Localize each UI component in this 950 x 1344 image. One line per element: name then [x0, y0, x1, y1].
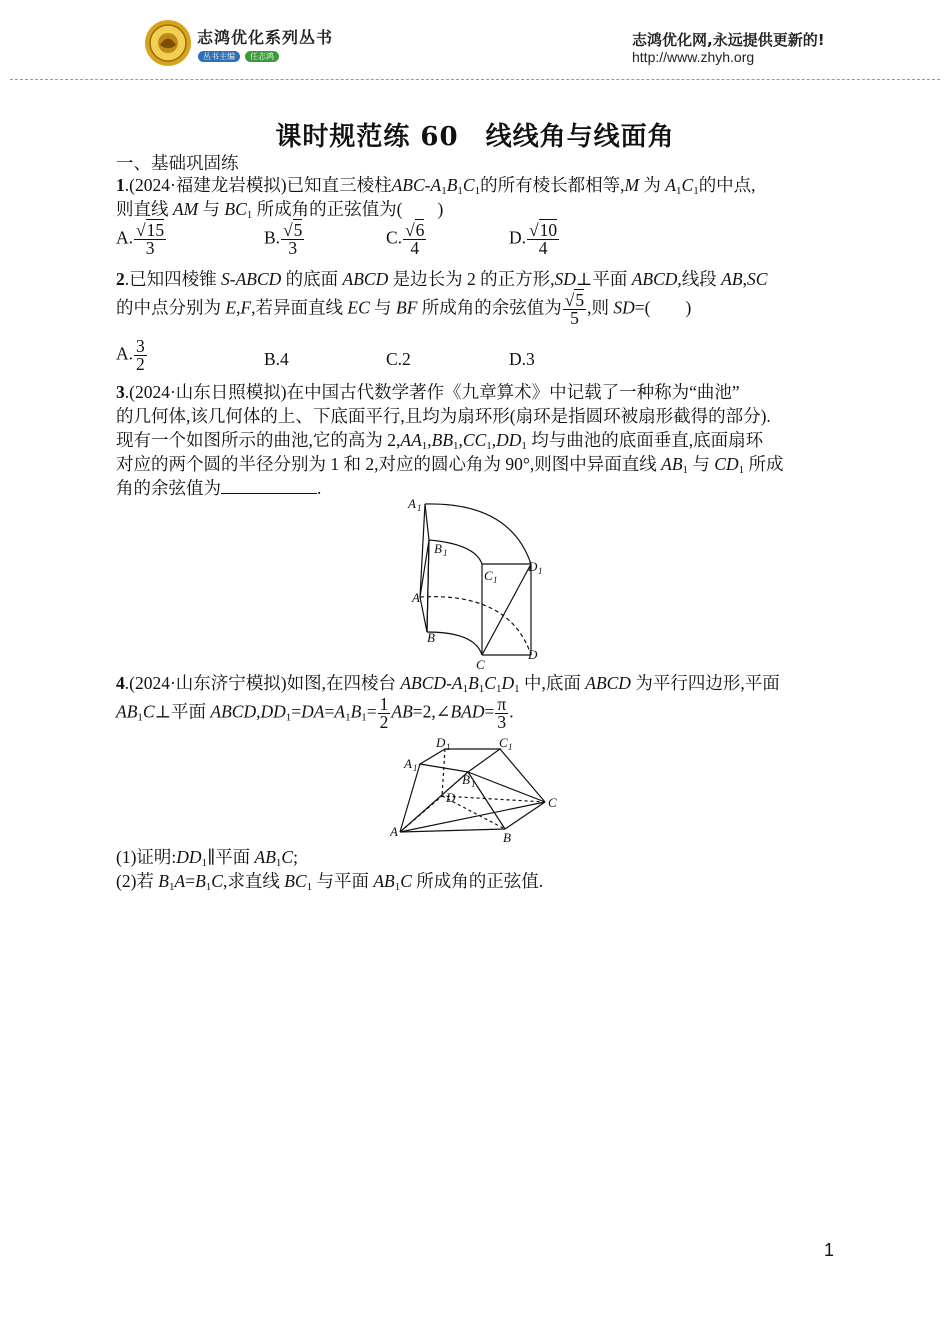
svg-text:1: 1	[417, 503, 422, 513]
q3-line-3: 现有一个如图所示的曲池,它的高为 $2,AA_1,BB_1,CC_1,DD_1$ 均与曲池的底面垂直,底面扇环	[116, 430, 764, 452]
svg-text:1: 1	[413, 763, 418, 773]
q4-line-2: $AB_1C\perp$平面 $ABCD,DD_1=DA=A_1B_1=$ $\frac{1}{2}$ AB=2,∠BAD= $\frac{\pi}{3}$ .	[116, 694, 514, 732]
curved-pool-figure	[400, 492, 560, 672]
svg-text:B: B	[462, 772, 470, 787]
q1-line-1: 1.(2024·福建龙岩模拟)已知直三棱柱ABC-$A_1B_1C_1$的所有棱长都相等,M 为 $A_1C_1$的中点,	[116, 175, 756, 197]
svg-text:B: B	[434, 541, 442, 556]
svg-text:1: 1	[443, 548, 448, 558]
svg-text:D: D	[528, 647, 538, 662]
svg-text:C: C	[548, 795, 557, 810]
svg-text:1: 1	[493, 575, 498, 585]
svg-text:1: 1	[508, 742, 513, 752]
svg-text:D: D	[446, 790, 456, 805]
svg-text:A: A	[390, 824, 398, 839]
header-divider	[10, 79, 940, 80]
q4-line-1: 4.(2024·山东济宁模拟)如图,在四棱台 ABCD-$A_1B_1C_1D_1$ 中,底面 ABCD 为平行四边形,平面	[116, 673, 780, 695]
page-title: 课时规范练 60 线线角与线面角	[275, 122, 675, 152]
svg-text:A: A	[408, 496, 416, 511]
q2-option-c[interactable]: C.2	[386, 349, 411, 369]
website-link[interactable]: http://www.zhyh.org	[632, 49, 755, 65]
svg-text:D: D	[436, 736, 446, 750]
q3-line-4: 对应的两个圆的半径分别为 1 和 2,对应的圆心角为 90°,则图中异面直线 $AB_1$ 与 $CD_1$ 所成	[116, 454, 784, 476]
answer-blank[interactable]	[221, 477, 317, 494]
q1-option-b[interactable]: B. $\frac{√5}{3}$	[264, 220, 303, 258]
q4-part-1: (1)证明$:DD_1\parallel$平面 $AB_1C$;	[116, 847, 298, 869]
q2-line-1: 2.已知四棱锥 S-ABCD 的底面 ABCD 是边长为 2 的正方形,SD⊥平面 ABCD,线段 AB,SC	[116, 269, 768, 289]
svg-text:B: B	[503, 830, 511, 845]
q1-option-d[interactable]: D. $\frac{√10}{4}$	[509, 220, 558, 258]
svg-text:C: C	[484, 568, 493, 583]
svg-text:D: D	[528, 559, 538, 574]
svg-text:C: C	[476, 657, 485, 672]
svg-text:B: B	[427, 630, 435, 645]
q1-line-2: 则直线 AM 与 $BC_1$ 所成角的正弦值为( )	[116, 199, 444, 221]
svg-text:C: C	[499, 736, 508, 750]
editor-name: 任志鸿	[245, 51, 279, 62]
q3-line-5: 角的余弦值为 .	[116, 478, 322, 498]
editor-label: 丛书主编	[198, 51, 240, 62]
q1-option-a[interactable]: A. $\frac{√15}{3}$	[116, 220, 165, 258]
q3-line-1: 3.(2024·山东日照模拟)在中国古代数学著作《九章算术》中记载了一种称为“曲池”	[116, 382, 740, 402]
q2-option-d[interactable]: D.3	[509, 349, 535, 369]
svg-text:1: 1	[538, 566, 543, 576]
series-logo-icon	[143, 18, 193, 68]
svg-text:1: 1	[446, 742, 451, 752]
q2-line-2: 的中点分别为 E,F,若异面直线 EC 与 BF 所成角的余弦值为 $\frac{√5}{5}$ ,则 SD=( )	[116, 290, 692, 328]
q2-option-a[interactable]: A. $\frac{3}{2}$	[116, 336, 145, 374]
svg-text:A: A	[404, 756, 412, 771]
slogan: 志鸿优化网,永远提供更新的!	[632, 31, 825, 49]
frustum-figure	[390, 736, 570, 846]
brand-title: 志鸿优化系列丛书	[197, 28, 334, 47]
q4-part-2: (2)若 $B_1A=B_1C$,求直线 $BC_1$ 与平面 $AB_1C$ 所成角的正弦值.	[116, 871, 544, 893]
svg-text:1: 1	[471, 779, 476, 789]
svg-text:A: A	[412, 590, 420, 605]
q2-option-b[interactable]: B.4	[264, 349, 289, 369]
q1-option-c[interactable]: C. $\frac{√6}{4}$	[386, 220, 425, 258]
section-heading: 一、基础巩固练	[116, 153, 239, 173]
page-number: 1	[823, 1240, 834, 1260]
q3-line-2: 的几何体,该几何体的上、下底面平行,且均为扇环形(扇环是指圆环被扇形截得的部分).	[116, 406, 771, 426]
